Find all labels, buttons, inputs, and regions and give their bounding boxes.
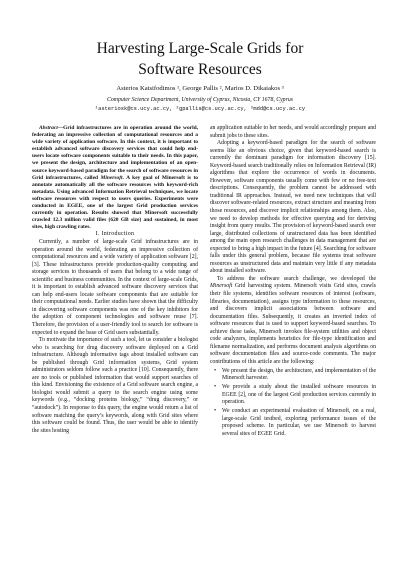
title-line-2: Software Resources bbox=[138, 61, 262, 78]
list-item: • We provide a study about the installed software resources in EGEE [2], one of the largest Grid production services currently in operation. bbox=[222, 384, 376, 407]
intro-paragraph-4 bbox=[210, 276, 376, 367]
title-line-1: Harvesting Large-Scale Grids for bbox=[96, 40, 304, 57]
abstract-text-rest: . A key goal of Minersoft is to annotate automatically all the software resources with keyword-rich metadata. Using advanced Information Retrieval techniques, we locate software resources with respect to users queries. Experiments were conducted in EGEE, one of the largest Grid production services currently in operation. Results showed that Minersoft successfully crawled 12.3 million valid files (620 GB size) and sustained, in most sites, high crawling rates. bbox=[32, 174, 198, 231]
abstract bbox=[32, 125, 198, 231]
affiliation: Computer Science Department, University of Cyprus, Nicosia, CY 1678, Cyprus bbox=[107, 97, 293, 103]
intro-paragraph-2-cont: an application suitable to her needs, and would accordingly prepare and submit jobs to these sites. bbox=[210, 125, 376, 139]
abstract-text: —Grid infrastructures are in operation around the world, federating an impressive collection of computational resources and a wide variety of application software. In this context, it is important to establish advanced software discovery services that could help end-users locate software components suitable to their needs. In this paper, we present the design, architecture and implementation of an open-source keyword-based paradigm for the search of software resources in Grid infrastructures, called bbox=[32, 125, 198, 181]
abstract-system-name: Minersoft bbox=[100, 174, 123, 181]
right-column bbox=[210, 125, 376, 440]
abstract-label: Abstract bbox=[39, 125, 58, 131]
para4-text-b: Grid harvesting system. Minersoft visits Grid sites, crawls their file systems, identifies software resources of interest (software, libraries, documentation), assigns type information to these resources, and discovers implicit associations between software and documentation files. Subsequently, it creates an inverted index of software resources that is used to support keyword-based searches. To achieve these tasks, Minersoft invokes file-system utilities and object code analyzers, implements heuristics for file-type identification and filename normalization, and performs document analysis algorithms on software documentation files and source-code comments. The major contributions of this article are the following: bbox=[210, 283, 376, 365]
intro-paragraph-3: Adopting a keyword-based paradigm for the search of software seems like an obvious choice, given that keyword-based search is currently the dominant paradigm for information discovery [15]. Keyword-based search traditionally relies on Information Retrieval (IR) algorithms that explore the occurrence of words in documents. However, software components usually come with few or no free-text descriptions. Consequently, the problem cannot be addressed with traditional IR approaches. Instead, we need new techniques that will discover software-related resources, extract structure and meaning from those resources, and discover implicit relationships among them. Also, we need to develop methods for effective querying and for deriving insight from query results. The provision of keyword-based search over large, distributed collections of unstructured data has been identified among the main open research challenges in data management that are expected to bring a high impact in the future [4]. Searching for software falls under this general problem, because file systems treat software resources as unstructured data and maintain very little if any metadata about installed software. bbox=[210, 140, 376, 275]
para4-text-a: To address the software search challenge, we developed the bbox=[217, 275, 376, 282]
author-emails: ¹asteriosk@cs.ucy.ac.cy, ²gpallis@cs.ucy.ac.cy, ³mdd@cs.ucy.ac.cy bbox=[94, 106, 306, 112]
author-list: Asterios Katsifodimos ¹, George Pallis ², Marios D. Dikaiakos ³ bbox=[116, 85, 284, 92]
contributions-list bbox=[210, 368, 376, 439]
para4-system-name: Minersoft bbox=[210, 283, 233, 290]
left-column bbox=[32, 125, 198, 435]
intro-paragraph-1: Currently, a number of large-scale Grid infrastructures are in operation around the world, federating an impressive collection of computational resources and a wide variety of application software [2], [3]. These infrastructures provide production-quality computing and storage services to thousands of users that belong to a wide range of scientific and business communities. In the context of large-scale Grids, it is important to establish advanced software discovery services that can help end-users locate software components that are suitable for their computational needs. Earlier studies have shown that the difficulty in discovering software components was one of the key inhibitors for the adoption of component technologies and software reuse [7]. Therefore, the provision of a user-friendly tool to search for software is expected to expand the base of Grid users substantially. bbox=[32, 238, 198, 336]
list-item: • We present the design, the architecture, and implementation of the Minersoft harvester. bbox=[222, 368, 376, 383]
list-item: • We conduct an experimental evaluation of Minersoft, on a real, large-scale Grid testbed, exploring performance issues of the proposed scheme. In particular, we use Minersoft to harvest several sites of EGEE Grid. bbox=[222, 408, 376, 438]
intro-paragraph-2: To motivate the importance of such a tool, let us consider a biologist who is searching for drug discovery software deployed on a Grid infrastructure. Although informative tags about installed software can be published through Grid information systems, Grid system administrators seldom follow such a practice [10]. Consequently, there are no tools or published information that would support searches of this kind. Envisioning the existence of a Grid software search engine, a biologist would submit a query to the search engine using some keywords (e.g., “docking proteins biology,” “drug discovery,” or “autodock”). In response to this query, the engine would return a list of software matching the query’s keywords, along with Grid sites where this software could be found. Thus, the user would be able to identify the sites hosting bbox=[32, 337, 198, 434]
paper-title bbox=[40, 38, 360, 80]
section-heading-introduction: I. Introduction bbox=[95, 231, 135, 238]
